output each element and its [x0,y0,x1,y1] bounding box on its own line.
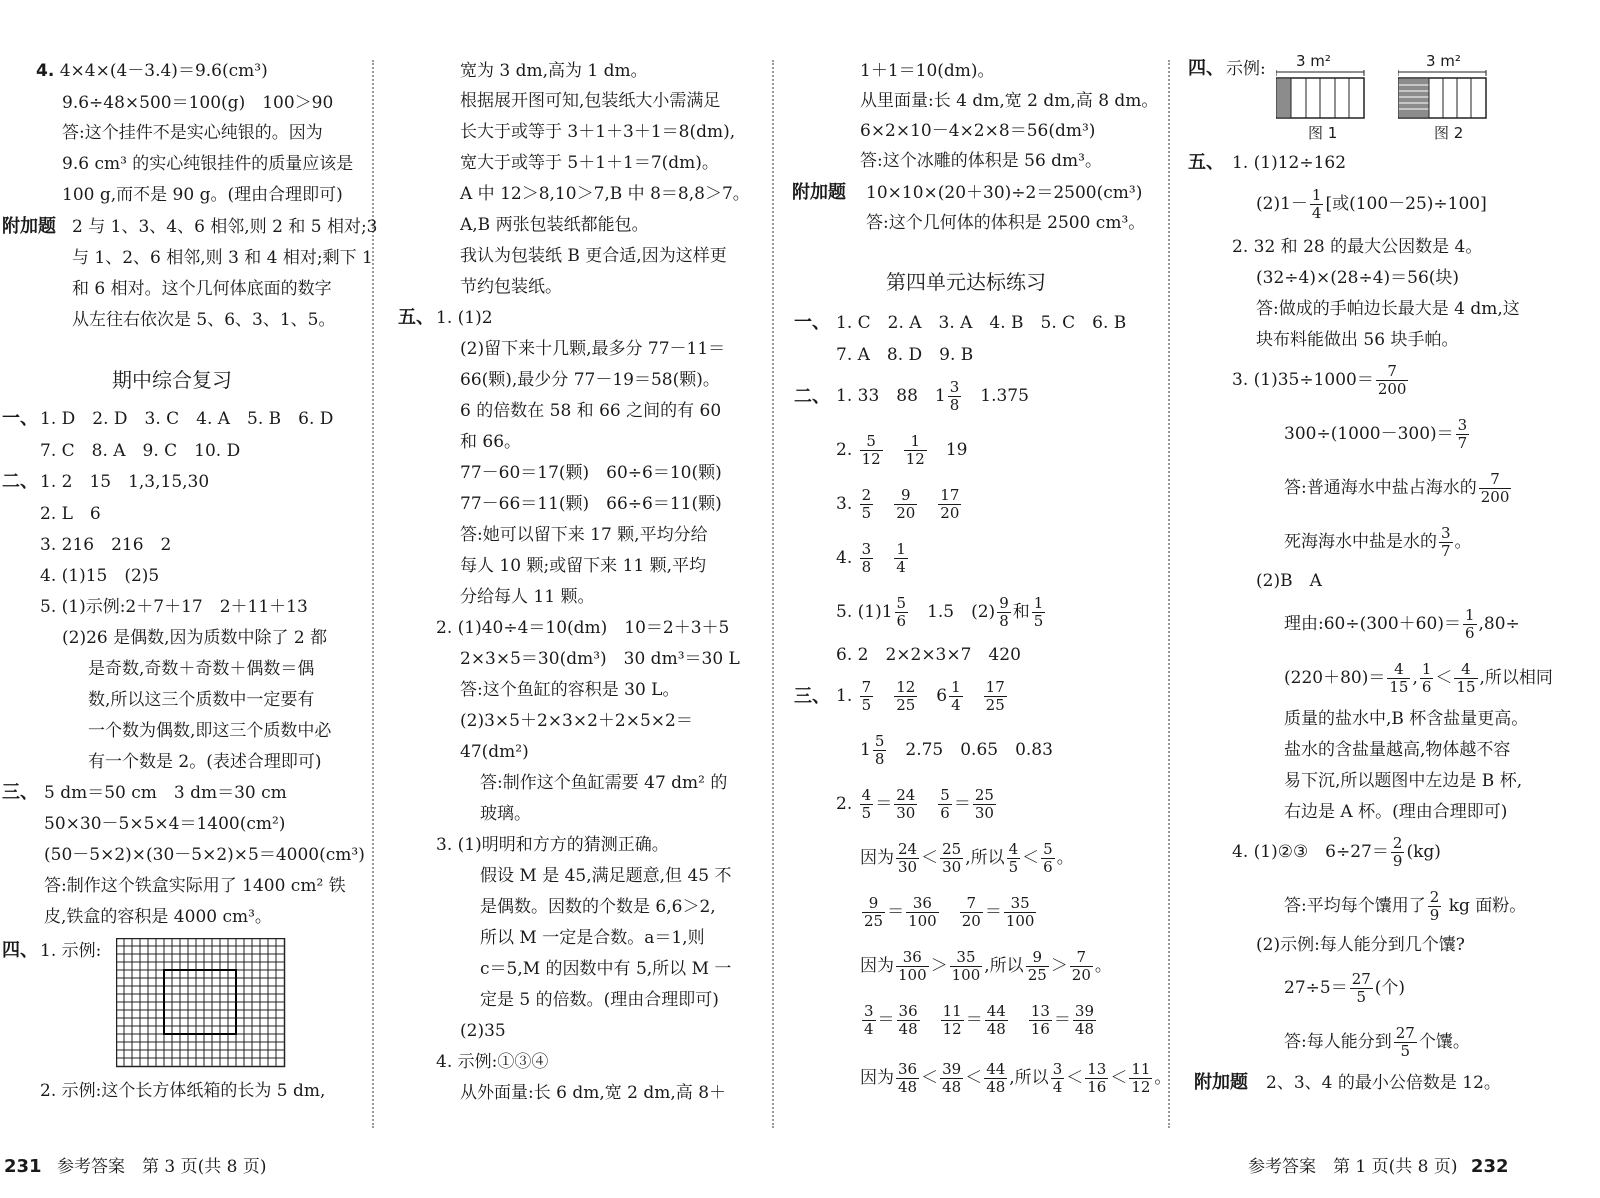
answer-line: 77－66＝11(颗) 66÷6＝11(颗) [460,494,722,514]
bonus-label: 附加题 [1194,1072,1248,1093]
answer-line: 答:做成的手帕边长最大是 4 dm,这 [1256,299,1520,319]
page-number: 232 [1470,1156,1509,1177]
answer-line: 一个数为偶数,即这三个质数中必 [88,721,332,741]
answer-line: 2. 32 和 28 的最大公因数是 4。 [1232,237,1483,257]
answer-line: 死海海水中盐是水的 $\frac{3}{7}$ 。 [1284,524,1472,560]
answer-line: 66(颗),最少分 77－19＝58(颗)。 [460,370,720,390]
section-number: 二、 [794,386,830,407]
answer-line: 6 的倍数在 58 和 66 之间的有 60 [460,401,722,421]
section-number: 四、 [1188,58,1224,79]
answer-line: 因为 $\frac{24}{30}$ ＜ $\frac{25}{30}$ ,所以 $\frac{4}{5}$ ＜ $\frac{5}{6}$ 。 [860,840,1074,876]
answer-line: $\frac{3}{4}$ ＝ $\frac{36}{48}$ $\frac{11}{12}$ ＝ $\frac{44}{48}$ $\frac{13}{16}$ ＝ $\frac{39}{48}$ [864,1002,1095,1038]
column-divider [1168,60,1170,1128]
answer-line: 2. $\frac{5}{12}$ $\frac{1}{12}$ 19 [836,432,968,468]
answer-line: 1. (1)12÷162 [1232,153,1347,173]
answer-line: 分给每人 11 颗。 [460,587,595,607]
figure-2: 3 m² 图 2 [1398,52,1488,142]
answer-line: 皮,铁盒的容积是 4000 cm³。 [44,907,272,927]
answer-line: 每人 10 颗;或留下来 11 颗,平均 [460,556,707,576]
answer-line: (2)示例:每人能分到几个馕? [1256,935,1465,955]
answer-line: 右边是 A 杯。(理由合理即可) [1284,802,1508,822]
answer-line: (2)3×5＋2×3×2＋2×5×2＝ [460,711,693,731]
section-number: 五、 [398,307,434,328]
answer-line: 3. (1)明明和方方的猜测正确。 [436,835,669,855]
answer-line: 节约包装纸。 [460,277,562,297]
section-title: 第四单元达标练习 [886,270,1046,294]
answer-line: 根据展开图可知,包装纸大小需满足 [460,91,721,111]
answer-line: $\frac{9}{25}$ ＝ $\frac{36}{100}$ $\frac{7}{20}$ ＝ $\frac{35}{100}$ [864,894,1035,930]
answer-line: 长大于或等于 3＋1＋3＋1＝8(dm), [460,122,736,142]
answer-line: 答:制作这个铁盒实际用了 1400 cm² 铁 [44,876,346,896]
answer-line: 7. C 8. A 9. C 10. D [40,441,241,461]
answer-line: 块布料能做出 56 块手帕。 [1256,330,1459,350]
answer-line: 从左往右依次是 5、6、3、1、5。 [72,310,336,330]
answer-line: 答:普通海水中盐占海水的 $\frac{7}{200}$ [1284,470,1510,506]
answer-line: 和 66。 [460,432,522,452]
page-number: 231 [4,1156,42,1177]
footer-text: 参考答案 第 3 页(共 8 页) [56,1157,267,1177]
bonus-label: 附加题 [792,182,846,203]
answer-line: 从里面量:长 4 dm,宽 2 dm,高 8 dm。 [860,91,1159,111]
answer-line: 2、3、4 的最小公倍数是 12。 [1266,1073,1501,1093]
answer-line: (2)B A [1256,571,1322,591]
footer-right [1248,1152,1509,1177]
column-divider [772,60,774,1128]
answer-line: 9.6 cm³ 的实心纯银挂件的质量应该是 [62,154,354,174]
answer-line: 5. (1)示例:2＋7＋17 2＋11＋13 [40,597,308,617]
answer-line: 玻璃。 [480,804,531,824]
answer-line: 77－60＝17(颗) 60÷6＝10(颗) [460,463,722,483]
answer-line: 从外面量:长 6 dm,宽 2 dm,高 8＋ [460,1083,727,1103]
answer-line: 1. D 2. D 3. C 4. A 5. B 6. D [40,409,334,429]
answer-line: 宽为 3 dm,高为 1 dm。 [460,61,648,81]
answer-line: 答:平均每个馕用了 $\frac{2}{9}$ kg 面粉。 [1284,888,1527,924]
answer-line: 3. $\frac{2}{5}$ $\frac{9}{20}$ $\frac{17}{20}$ [836,486,960,522]
answer-line: A,B 两张包装纸都能包。 [460,215,649,235]
answer-line: 所以 M 一定是合数。a＝1,则 [480,928,705,948]
answer-line: 6. 2 2×2×3×7 420 [836,645,1021,665]
answer-line: (2)26 是偶数,因为质数中除了 2 都 [62,628,328,648]
answer-line: 是偶数。因数的个数是 6,6＞2, [480,897,716,917]
answer-line: 因为 $\frac{36}{48}$ ＜ $\frac{39}{48}$ ＜ $\frac{44}{48}$ ,所以 $\frac{3}{4}$ ＜ $\frac{13}{16}$ ＜ $\frac{11}{12}$ 。 [860,1060,1172,1096]
answer-line: 假设 M 是 45,满足题意,但 45 不 [480,866,732,886]
section-number: 二、 [2,471,38,492]
answer-line: 2. L 6 [40,504,101,524]
answer-line: 答:她可以留下来 17 颗,平均分给 [460,525,708,545]
answer-line: 1 $\frac{5}{8}$ 2.75 0.65 0.83 [860,732,1053,768]
answer-line: 1＋1＝10(dm)。 [860,61,995,81]
footer-left [4,1152,267,1177]
answer-line: 1. C 2. A 3. A 4. B 5. C 6. B [836,313,1127,333]
answer-line: 7. A 8. D 9. B [836,345,974,365]
answer-line: 300÷(1000－300)＝ $\frac{3}{7}$ [1284,416,1468,452]
answer-line: 有一个数是 2。(表述合理即可) [88,752,322,772]
answer-line: 和 6 相对。这个几何体底面的数字 [72,279,332,299]
answer-line: 10×10×(20＋30)÷2＝2500(cm³) [866,183,1143,203]
bonus-label: 附加题 [2,216,56,237]
answer-line: 因为 $\frac{36}{100}$ ＞ $\frac{35}{100}$ ,所以 $\frac{9}{25}$ ＞ $\frac{7}{20}$ 。 [860,948,1112,984]
answer-line: 答:制作这个鱼缸需要 47 dm² 的 [480,773,728,793]
answer-line: (2)留下来十几颗,最多分 77－11＝ [460,339,726,359]
answer-line: 1. $\frac{7}{5}$ $\frac{12}{25}$ 6 $\frac{1}{4}$ $\frac{17}{25}$ [836,678,1005,714]
answer-line: 2. $\frac{4}{5}$ ＝ $\frac{24}{30}$ $\frac{5}{6}$ ＝ $\frac{25}{30}$ [836,786,994,822]
section-title: 期中综合复习 [112,368,232,392]
answer-line: 盐水的含盐量越高,物体越不容 [1284,740,1511,760]
answer-line: 2. 示例:这个长方体纸箱的长为 5 dm, [40,1081,326,1101]
answer-line: 50×30－5×5×4＝1400(cm²) [44,814,286,834]
answer-line: 答:这个鱼缸的容积是 30 L。 [460,680,680,700]
answer-line: 定是 5 的倍数。(理由合理即可) [480,990,719,1010]
answer-line: 4. (1)②③ 6÷27＝ $\frac{2}{9}$ (kg) [1232,834,1441,870]
answer-line: 1. 示例: [40,941,102,961]
answer-line: 答:这个冰雕的体积是 56 dm³。 [860,151,1102,171]
answer-line: 2 与 1、3、4、6 相邻,则 2 和 5 相对;3 [72,217,378,237]
section-number: 一、 [794,312,830,333]
answer-line: 6×2×10－4×2×8＝56(dm³) [860,121,1096,141]
answer-line: 2×3×5＝30(dm³) 30 dm³＝30 L [460,649,740,669]
answer-line: 4. 示例:①③④ [436,1052,549,1072]
answer-line: 答:每人能分到 $\frac{27}{5}$ 个馕。 [1284,1024,1470,1060]
answer-line: (32÷4)×(28÷4)＝56(块) [1256,268,1460,288]
answer-line: 易下沉,所以题图中左边是 B 杯, [1284,771,1523,791]
answer-line: (50－5×2)×(30－5×2)×5＝4000(cm³) [44,845,365,865]
answer-line: 答:这个挂件不是实心纯银的。因为 [62,123,323,143]
answer-line: 与 1、2、6 相邻,则 3 和 4 相对;剩下 1 [72,248,373,268]
answer-line: 2. (1)40÷4＝10(dm) 10＝2＋3＋5 [436,618,730,638]
answer-line: 100 g,而不是 90 g。(理由合理即可) [62,185,343,205]
section-number: 三、 [794,686,830,707]
example-label: 示例: [1226,59,1266,79]
section-number: 五、 [1188,152,1224,173]
answer-line: 4×4×(4－3.4)＝9.6(cm³) [59,61,268,81]
answer-line: 5 dm＝50 cm 3 dm＝30 cm [44,783,287,803]
answer-line: 4. $\frac{3}{8}$ $\frac{1}{4}$ [836,540,906,576]
grid-figure [116,938,286,1068]
answer-line: 5. (1)1 $\frac{5}{6}$ 1.5 (2) $\frac{9}{8}$ 和 $\frac{1}{5}$ [836,594,1044,630]
answer-line: c＝5,M 的因数中有 5,所以 M 一 [480,959,732,979]
section-number: 三、 [2,782,38,803]
footer-text: 参考答案 第 1 页(共 8 页) [1248,1157,1458,1177]
answer-line: 9.6÷48×500＝100(g) 100＞90 [62,93,334,113]
answer-line: 3. (1)35÷1000＝ $\frac{7}{200}$ [1232,362,1407,398]
figure-1: 3 m² 图 1 [1276,52,1366,142]
answer-line: 1. 2 15 1,3,15,30 [40,472,210,492]
section-number: 四、 [2,940,38,961]
answer-line: 我认为包装纸 B 更合适,因为这样更 [460,246,727,266]
answer-line: (2)35 [460,1021,506,1041]
answer-line: 数,所以这三个质数中一定要有 [88,690,315,710]
answer-line: 3. 216 216 2 [40,535,172,555]
answer-line: A 中 12＞8,10＞7,B 中 8＝8,8＞7。 [460,184,750,204]
answer-line: 1. (1)2 [436,308,493,328]
answer-line: (220＋80)＝ $\frac{4}{15}$ , $\frac{1}{6}$ ＜ $\frac{4}{15}$ ,所以相同 [1284,660,1553,696]
answer-line: (2)1－ $\frac{1}{4}$ [或(100－25)÷100] [1256,186,1487,222]
answer-line: 宽大于或等于 5＋1＋1＝7(dm)。 [460,153,719,173]
answer-line: 4. (1)15 (2)5 [40,566,160,586]
answer-line: 27÷5＝ $\frac{27}{5}$ (个) [1284,970,1406,1006]
answer-line: 答:这个几何体的体积是 2500 cm³。 [866,213,1146,233]
section-number: 一、 [2,408,38,429]
answer-line: 47(dm²) [460,742,529,762]
answer-line: 是奇数,奇数＋奇数＋偶数＝偶 [88,659,315,679]
answer-line: 1. 33 88 1 $\frac{3}{8}$ 1.375 [836,378,1029,414]
answer-line: 理由:60÷(300＋60)＝ $\frac{1}{6}$ ,80÷ [1284,606,1520,642]
answer-line: 质量的盐水中,B 杯含盐量更高。 [1284,709,1529,729]
